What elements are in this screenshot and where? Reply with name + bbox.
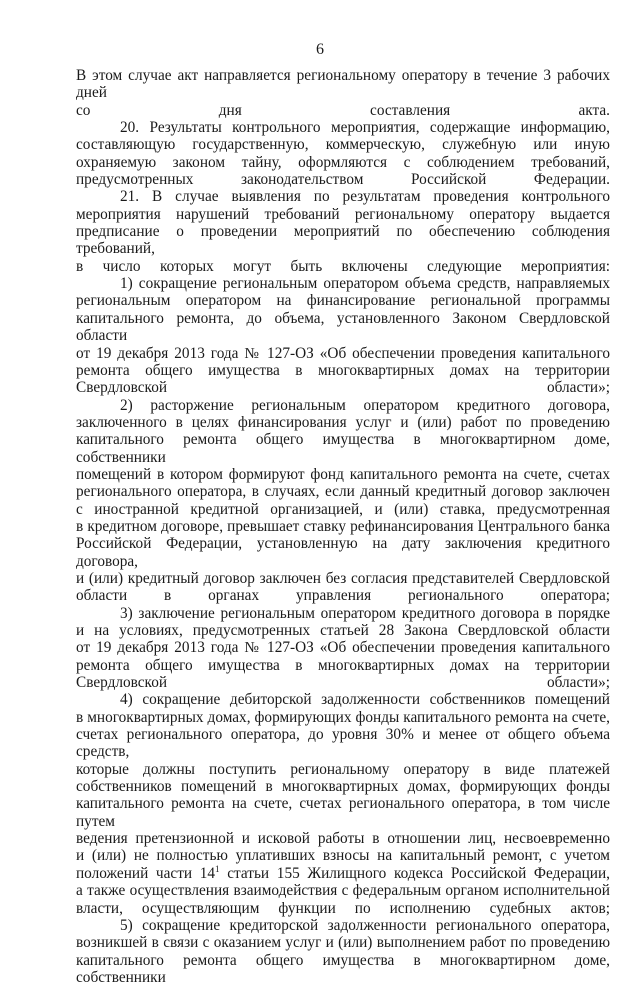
text-line: охраняемую законом тайну, оформляются с соблюдением требований,	[76, 153, 610, 171]
text-line: и на условиях, предусмотренных статьей 28 Закона Свердловской области	[76, 622, 610, 639]
paragraph-intro	[76, 67, 610, 119]
paragraph-subitem-1	[76, 275, 610, 396]
page-number: 6	[316, 41, 324, 58]
text-line: области в органах управления регионального оператора;	[76, 587, 610, 605]
text-line: ремонта общего имущества в многоквартирных домах на территории	[76, 656, 610, 674]
text-line: 2) расторжение региональным оператором кредитного договора,	[120, 396, 610, 414]
text-line: капитального ремонта, до объема, установленного Законом Свердловской области	[76, 309, 610, 345]
text-line: собственников помещений в многоквартирных домах, формирующих фонды	[76, 778, 610, 796]
text-line: от 19 декабря 2013 года № 127-ОЗ «Об обеспечении проведения капитального	[76, 639, 610, 657]
text-line: регионального оператора, в случаях, если данный кредитный договор заключен	[76, 483, 610, 501]
text-line: региональным оператором на финансирование региональной программы	[76, 292, 610, 310]
text-line: мероприятия нарушений требований региональному оператору выдается	[76, 205, 610, 223]
text-line: Российской Федерации, установленную на дату заключения кредитного договора,	[76, 535, 610, 570]
text-line: капитального ремонта общего имущества в многоквартирном доме, собственники	[76, 951, 610, 986]
text-line: капитального ремонта на счете, счетах регионального оператора, в том числе путем	[76, 795, 610, 830]
text-line: от 19 декабря 2013 года № 127-ОЗ «Об обеспечении проведения капитального	[76, 344, 610, 362]
text-line: Свердловской области»;	[76, 379, 610, 397]
text-line: 20. Результаты контрольного мероприятия, содержащие информацию,	[120, 119, 610, 137]
text-line: возникшей в связи с оказанием услуг и (или) выполнением работ по проведению	[76, 934, 610, 952]
superscript: 1	[215, 863, 220, 874]
text-line: в многоквартирных домах, формирующих фонды капитального ремонта на счете,	[76, 708, 610, 726]
text-line: составляющую государственную, коммерческую, служебную или иную	[76, 136, 610, 154]
text-line: 3) заключение региональным оператором кредитного договора в порядке	[120, 604, 610, 622]
paragraph-subitem-5	[76, 917, 610, 986]
text-line: В этом случае акт направляется региональному оператору в течение 3 рабочих дней	[76, 67, 610, 102]
text-line: Свердловской области»;	[76, 674, 610, 692]
text-line: 21. В случае выявления по результатам проведения контрольного	[120, 188, 610, 206]
text-line: с иностранной кредитной организацией, и (или) ставка, предусмотренная	[76, 500, 610, 518]
text-line: капитального ремонта общего имущества в многоквартирном доме, собственники	[76, 431, 610, 466]
text-line: 4) сокращение дебиторской задолженности собственников помещений	[120, 691, 610, 709]
text-line: предписание о проведении мероприятий по обеспечению соблюдения требований,	[76, 223, 610, 258]
text-line: и (или) не полностью уплативших взносы на капитальный ремонт, с учетом	[76, 847, 610, 865]
document-body	[76, 67, 610, 986]
text-line: помещений в котором формируют фонд капитального ремонта на счете, счетах	[76, 465, 610, 483]
paragraph-subitem-2	[76, 397, 610, 605]
text-fragment: положений части 14	[76, 864, 216, 882]
text-line: а также осуществления взаимодействия с федеральным органом исполнительной	[76, 882, 610, 900]
text-fragment: статьи 155 Жилищного кодекса Российской Федерации,	[219, 864, 610, 882]
paragraph-subitem-4	[76, 691, 610, 916]
text-line: которые должны поступить региональному оператору в виде платежей	[76, 760, 610, 778]
text-line: в кредитном договоре, превышает ставку рефинансирования Центрального банка	[76, 517, 610, 535]
text-line: ведения претензионной и исковой работы в отношении лиц, несвоевременно	[76, 830, 610, 848]
text-line: предусмотренных законодательством Российской Федерации.	[76, 171, 610, 189]
paragraph-item-20	[76, 119, 610, 188]
text-line: и (или) кредитный договор заключен без согласия представителей Свердловской	[76, 569, 610, 587]
text-line: со дня составления акта.	[76, 101, 610, 119]
paragraph-subitem-3	[76, 605, 610, 692]
text-line: заключенного в целях финансирования услуг и (или) работ по проведению	[76, 413, 610, 431]
text-line: ремонта общего имущества в многоквартирных домах на территории	[76, 361, 610, 379]
text-line-with-footnote	[76, 865, 610, 882]
text-line: 5) сокращение кредиторской задолженности регионального оператора,	[120, 916, 610, 934]
paragraph-item-21	[76, 188, 610, 275]
text-line: счетах регионального оператора, до уровня 30% и менее от общего объема средств,	[76, 726, 610, 761]
text-line: 1) сокращение региональным оператором объема средств, направляемых	[120, 275, 610, 293]
text-line: в число которых могут быть включены следующие мероприятия:	[76, 257, 610, 275]
text-line: власти, осуществляющим функции по исполнению судебных актов;	[76, 899, 610, 917]
